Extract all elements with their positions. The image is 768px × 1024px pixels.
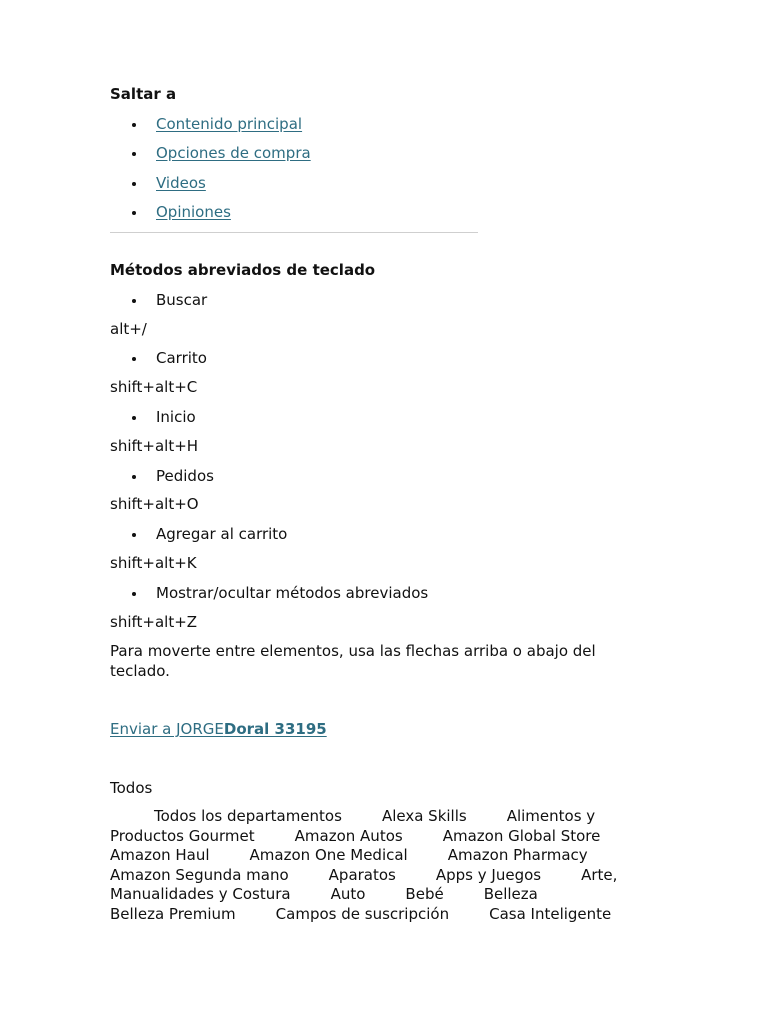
skip-nav-list xyxy=(110,114,311,231)
list-item xyxy=(110,202,311,231)
department-option[interactable]: Amazon Global Store xyxy=(442,826,601,845)
department-option[interactable]: Amazon Haul xyxy=(110,846,210,865)
department-option[interactable]: Belleza Premium xyxy=(110,904,236,923)
shortcuts-title: Métodos abreviados de teclado xyxy=(110,261,376,279)
skip-link-reviews[interactable]: Opiniones xyxy=(156,202,231,221)
shortcut-keys-orders: shift+alt+O xyxy=(110,495,199,513)
shortcut-label-toggle-shortcuts: Mostrar/ocultar métodos abreviados xyxy=(110,583,428,603)
departments-dropdown-label[interactable]: Todos xyxy=(110,779,153,797)
department-option[interactable]: Amazon Autos xyxy=(294,826,403,845)
shortcut-keys-cart: shift+alt+C xyxy=(110,378,198,396)
department-option[interactable]: Bebé xyxy=(405,885,444,904)
shortcuts-help-text: Para moverte entre elementos, usa las flechas arriba o abajo del teclado. xyxy=(110,642,596,680)
department-option[interactable]: Casa Inteligente xyxy=(489,904,612,923)
departments-list xyxy=(110,807,650,925)
shortcut-label-home: Inicio xyxy=(110,407,196,427)
shortcut-label-orders: Pedidos xyxy=(110,466,214,486)
skip-link-main-content[interactable]: Contenido principal xyxy=(156,115,303,133)
department-option[interactable]: Alimentos y Productos Gourmet xyxy=(110,807,596,845)
department-option[interactable]: Auto xyxy=(330,885,366,904)
department-option[interactable]: Aparatos xyxy=(328,865,396,884)
department-option[interactable]: Campos de suscripción xyxy=(275,904,450,923)
department-option[interactable]: Alexa Skills xyxy=(381,807,467,825)
skip-nav-title: Saltar a xyxy=(110,85,177,103)
shortcut-keys-add-to-cart: shift+alt+K xyxy=(110,554,197,572)
shortcut-label-add-to-cart: Agregar al carrito xyxy=(110,524,287,544)
department-option[interactable]: Apps y Juegos xyxy=(435,865,542,884)
list-item xyxy=(110,173,311,202)
department-option[interactable]: Belleza xyxy=(483,885,538,904)
department-option[interactable]: Amazon Segunda mano xyxy=(110,865,289,884)
department-option[interactable]: Todos los departamentos xyxy=(154,807,342,825)
skip-link-videos[interactable]: Videos xyxy=(156,173,206,192)
deliver-to-name: Enviar a JORGE xyxy=(110,720,224,738)
department-option[interactable]: Arte, Manualidades y Costura xyxy=(110,865,618,904)
shortcut-keys-search: alt+/ xyxy=(110,320,147,338)
shortcut-label-search: Buscar xyxy=(110,290,207,310)
shortcut-keys-toggle-shortcuts: shift+alt+Z xyxy=(110,613,198,631)
skip-link-buying-options[interactable]: Opciones de compra xyxy=(156,144,311,163)
section-divider xyxy=(110,232,478,233)
shortcut-keys-home: shift+alt+H xyxy=(110,437,199,455)
list-item xyxy=(110,143,311,172)
list-item xyxy=(110,114,311,143)
department-option[interactable]: Amazon One Medical xyxy=(249,846,408,865)
department-option[interactable]: Amazon Pharmacy xyxy=(447,846,588,865)
deliver-to-location: Doral 33195 xyxy=(223,720,327,738)
deliver-to-link[interactable] xyxy=(110,719,327,739)
shortcut-label-cart: Carrito xyxy=(110,348,207,368)
